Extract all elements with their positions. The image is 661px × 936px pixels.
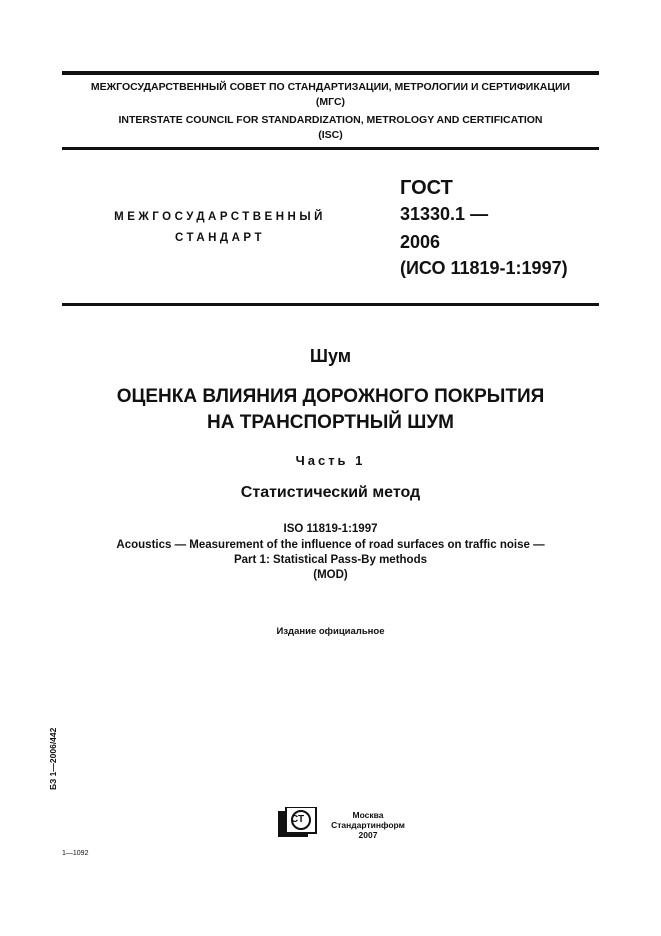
main-title-line1: ОЦЕНКА ВЛИЯНИЯ ДОРОЖНОГО ПОКРЫТИЯ bbox=[116, 386, 545, 407]
side-registration-note: БЗ 1—2006/442 bbox=[48, 727, 58, 790]
header-rule bbox=[62, 303, 599, 306]
iso-mod: (MOD) bbox=[313, 569, 348, 581]
standard-label-line1: МЕЖГОСУДАРСТВЕННЫЙ bbox=[114, 211, 326, 223]
council-en-abbr: (ISC) bbox=[318, 129, 343, 141]
gost-label: ГОСТ bbox=[400, 177, 453, 199]
top-rule bbox=[62, 71, 599, 75]
subject-title: Шум bbox=[309, 346, 352, 366]
part-number: Часть 1 bbox=[295, 453, 366, 468]
gost-number: 31330.1 — bbox=[400, 204, 489, 224]
publisher-name: Стандартинформ bbox=[331, 820, 405, 830]
edition-label: Издание официальное bbox=[276, 626, 385, 637]
publisher-city: Москва bbox=[352, 810, 384, 820]
council-ru-line: МЕЖГОСУДАРСТВЕННЫЙ СОВЕТ ПО СТАНДАРТИЗАЦИИ, МЕТРОЛОГИИ И СЕРТИФИКАЦИИ bbox=[90, 81, 571, 93]
main-title-line2: НА ТРАНСПОРТНЫЙ ШУМ bbox=[207, 412, 454, 433]
part-title: Статистический метод bbox=[240, 484, 421, 501]
iso-number: ISO 11819-1:1997 bbox=[283, 523, 378, 535]
gost-year: 2006 bbox=[400, 232, 441, 252]
council-rule bbox=[62, 147, 599, 150]
publisher-year: 2007 bbox=[358, 830, 378, 840]
iso-title-line2: Part 1: Statistical Pass-By methods bbox=[233, 554, 427, 566]
gost-iso-ref: (ИСО 11819-1:1997) bbox=[400, 258, 568, 278]
publisher-logo-icon bbox=[277, 807, 317, 839]
standard-label-line2: СТАНДАРТ bbox=[175, 232, 265, 244]
council-en-line: INTERSTATE COUNCIL FOR STANDARDIZATION, METROLOGY AND CERTIFICATION bbox=[118, 114, 543, 126]
iso-title-line1: Acoustics — Measurement of the influence of road surfaces on traffic noise — bbox=[116, 539, 545, 551]
council-ru-abbr: (МГС) bbox=[315, 96, 346, 108]
print-code: 1—1092 bbox=[62, 850, 89, 857]
publisher-logo-text: СТ bbox=[291, 814, 305, 825]
